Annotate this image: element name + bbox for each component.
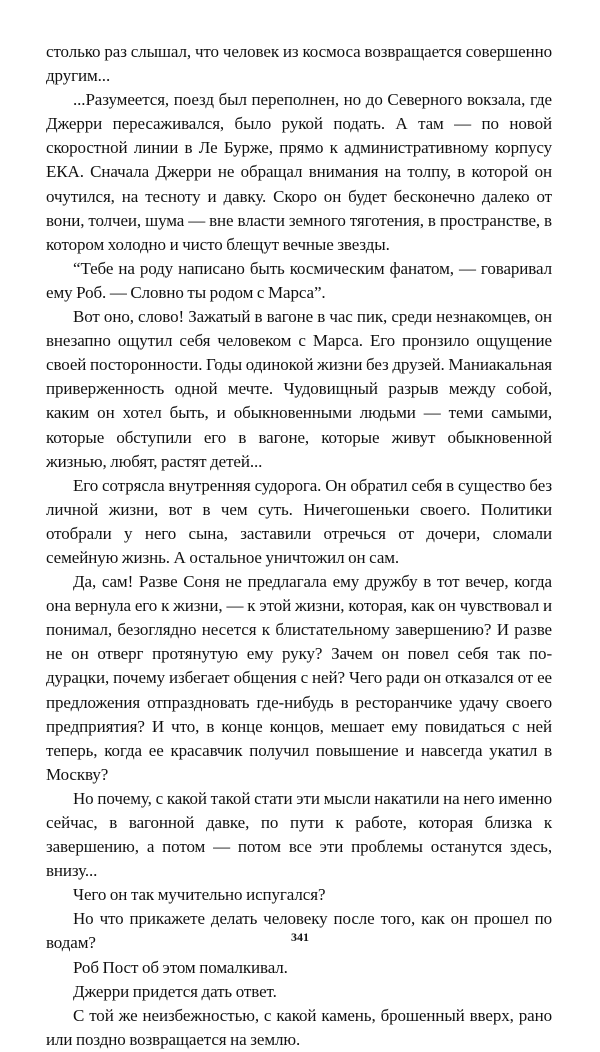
paragraph: С той же неизбежностью, с какой камень, брошенный вверх, рано или поздно возвращается на землю. xyxy=(46,1005,552,1049)
paragraph: Но что прикажете делать человеку после того, как он прошел по водам? xyxy=(46,909,552,953)
paragraph: Роб Пост об этом помалкивал. xyxy=(73,957,288,977)
paragraph: Чего он так мучительно испугался? xyxy=(73,885,326,905)
page-number: 341 xyxy=(291,930,309,944)
paragraph: Его сотрясла внутренняя судорога. Он обратил себя в существо без личной жизни, вот в чем суть. Ничегошеньки своего. Политики отобрали у него сына, заставили отречься от дочери, сломали семейную жизнь. А остальное уничтожил он сам. xyxy=(46,475,552,567)
paragraph: “Тебе на роду написано быть космическим фанатом, — говаривал ему Роб. — Словно ты родом с Марса”. xyxy=(46,258,552,302)
paragraph: Вот оно, слово! Зажатый в вагоне в час пик, среди незнакомцев, он внезапно ощутил себя человеком с Марса. Его пронзило ощущение своей посторонности. Годы одинокой жизни без друзей. Маниакальная приверженность одной мечте. Чудовищный разрыв между собой, каким он хотел быть, и обыкновенными людьми — теми самыми, которые обступили его в вагоне, которые живут обыкновенной жизнью, любят, растят детей... xyxy=(46,307,552,471)
paragraph: Да, сам! Разве Соня не предлагала ему дружбу в тот вечер, когда она вернула его к жизни, — к этой жизни, которая, как он чувствовал и понимал, безоглядно несется к блистательному завершению? И разве не он отверг протянутую ему руку? Зачем он повел себя так по-дурацки, почему избегает общения с ней? Чего ради он отказался от ее предложения отпраздновать где-нибудь в ресторанчике удачу своего предприятия? И что, в конце концов, мешает ему повидаться с ней теперь, когда ее красавчик получил повышение и навсегда укатил в Москву? xyxy=(46,572,552,784)
body-text xyxy=(46,40,552,1052)
paragraph: Джерри придется дать ответ. xyxy=(73,981,277,1001)
paragraph: столько раз слышал, что человек из космоса возвращается совершенно другим... xyxy=(46,42,552,86)
paragraph: Но почему, с какой такой стати эти мысли накатили на него именно сейчас, в вагонной давке, по пути к работе, которая близка к завершению, а потом — потом все эти проблемы останутся здесь, внизу... xyxy=(46,788,552,881)
paragraph: ...Разумеется, поезд был переполнен, но до Северного вокзала, где Джерри пересаживался, было рукой подать. А там — по новой скоростной линии в Ле Бурже, прямо к административному корпусу ЕКА. Сначала Джерри не обращал внимания на толпу, в которой он очутился, на тесноту и давку. Скоро он будет бесконечно далеко от вони, толчеи, шума — вне власти земного тяготения, в пространстве, в котором холодно и чисто блещут вечные звезды. xyxy=(46,90,552,254)
